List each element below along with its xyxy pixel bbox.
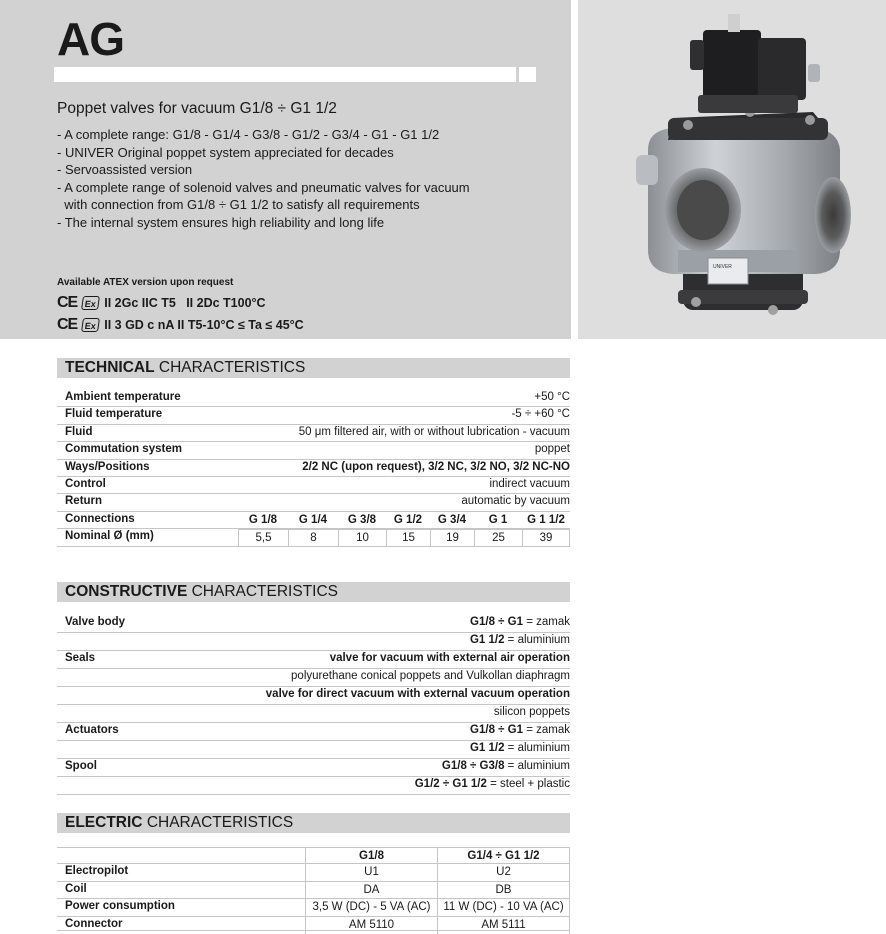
row-value-text: = zamak — [523, 616, 570, 628]
nominal-diameter: 5,5 — [238, 529, 288, 546]
row-value — [470, 634, 570, 646]
nominal-diameter: 25 — [474, 529, 522, 546]
table-row — [57, 407, 570, 424]
table-row — [57, 651, 570, 669]
row-value-text: = steel + plastic — [486, 778, 570, 790]
nominal-diameter: 8 — [288, 529, 338, 546]
row-label: Seals — [65, 652, 96, 664]
table-row — [57, 741, 570, 759]
row-value: AM 5111 — [437, 917, 570, 934]
table-row — [57, 899, 570, 916]
atex-note: Available ATEX version upon request — [57, 277, 234, 288]
column-header: G1/4 ÷ G1 1/2 — [437, 848, 570, 865]
table-row — [57, 460, 570, 477]
electric-heading-bold: ELECTRIC — [65, 814, 143, 831]
row-label: Fluid — [65, 425, 93, 438]
row-label: Connections — [65, 512, 135, 525]
row-label: Commutation system — [65, 443, 182, 456]
constructive-heading-rest: CHARACTERISTICS — [191, 583, 339, 600]
feature-item: - A complete range: G1/8 - G1/4 - G3/8 - G1/2 - G3/4 - G1 - G1 1/2 — [57, 127, 440, 142]
constructive-heading — [57, 582, 570, 602]
row-value — [442, 760, 570, 772]
row-value-bold: G1/8 ÷ G3/8 — [441, 760, 505, 772]
connections-row — [57, 512, 570, 529]
table-row — [57, 705, 570, 723]
table-row — [57, 759, 570, 777]
row-value-bold: G1 1/2 — [469, 742, 505, 754]
table-row — [57, 687, 570, 705]
row-label: Valve body — [65, 616, 126, 628]
product-code: AG — [57, 13, 124, 65]
row-value-bold: valve for vacuum with external air operation — [329, 652, 570, 664]
constructive-heading-bold: CONSTRUCTIVE — [65, 583, 188, 600]
ce-mark-icon: CE — [57, 316, 78, 333]
row-label: Actuators — [65, 724, 119, 736]
row-value: +50 °C — [534, 391, 570, 403]
table-row — [57, 442, 570, 459]
technical-heading-rest: CHARACTERISTICS — [158, 359, 306, 376]
row-value: poppet — [534, 443, 570, 456]
row-label: Fluid temperature — [65, 408, 163, 421]
connection-size: G 3/4 — [437, 513, 467, 526]
row-value — [494, 706, 570, 718]
connection-size: G 1 1/2 — [527, 513, 565, 526]
row-value: DB — [437, 882, 570, 899]
row-label: Coil — [65, 882, 87, 895]
technical-heading-bold: TECHNICAL — [65, 359, 155, 376]
technical-heading — [57, 358, 570, 378]
connection-size: G 1/4 — [298, 513, 328, 526]
product-photo — [578, 0, 886, 339]
row-value-bold: G1/2 ÷ G1 1/2 — [414, 778, 487, 790]
row-value-text: silicon poppets — [493, 706, 570, 718]
nominal-diameter: 10 — [338, 529, 386, 546]
row-label: Control — [65, 478, 106, 490]
row-value: DA — [305, 882, 437, 899]
table-row — [57, 615, 570, 633]
atex-marking-2 — [57, 316, 304, 334]
nominal-diameter: 19 — [430, 529, 474, 546]
ce-mark-icon: CE — [57, 294, 78, 311]
connection-size: G 3/8 — [347, 513, 377, 526]
row-value: U2 — [437, 864, 570, 881]
row-label: Connector — [65, 917, 123, 930]
feature-item: - A complete range of solenoid valves and pneumatic valves for vacuum — [57, 179, 470, 195]
row-label: Return — [65, 495, 103, 508]
row-value — [470, 724, 570, 736]
connection-size: G 1/2 — [393, 513, 423, 526]
product-subtitle: Poppet valves for vacuum G1/8 ÷ G1 1/2 — [57, 100, 337, 117]
row-label: Power consumption — [65, 900, 175, 913]
row-value — [470, 742, 570, 754]
column-header: G1/8 — [305, 848, 437, 865]
nominal-diameter: 39 — [522, 529, 570, 546]
row-value-text: = aluminium — [504, 742, 570, 754]
row-value: U1 — [305, 864, 437, 881]
table-row — [57, 917, 570, 931]
row-value-bold: G1 1/2 — [469, 634, 505, 646]
table-row — [57, 425, 570, 442]
feature-item: - UNIVER Original poppet system appreciated for decades — [57, 144, 394, 160]
row-value: 3,5 W (DC) - 5 VA (AC) — [305, 899, 437, 916]
header-panel — [0, 0, 571, 339]
feature-item: - Servoassisted version — [57, 162, 193, 178]
title-divider — [54, 67, 516, 82]
electric-heading — [57, 813, 570, 833]
row-value: automatic by vacuum — [461, 495, 570, 508]
table-row — [57, 494, 570, 511]
table-row — [57, 477, 570, 494]
row-value — [291, 670, 570, 682]
row-value — [330, 652, 570, 664]
table-row — [57, 390, 570, 407]
row-value: 2/2 NC (upon request), 3/2 NC, 3/2 NO, 3/2 NC-NO — [302, 460, 570, 473]
nominal-diameter: 15 — [386, 529, 430, 546]
row-label: Nominal Ø (mm) — [65, 530, 154, 543]
row-value — [470, 616, 570, 628]
nominal-row — [57, 529, 570, 546]
feature-list — [57, 126, 470, 232]
row-label: Ways/Positions — [65, 460, 150, 473]
row-value — [415, 778, 570, 790]
row-value-bold: G1/8 ÷ G1 — [470, 616, 524, 628]
ex-mark-icon: Ex — [81, 296, 100, 310]
row-value: AM 5110 — [305, 917, 437, 934]
valve-image — [578, 0, 886, 339]
row-value-text: polyurethane conical poppets and Vulkollan diaphragm — [291, 670, 570, 682]
row-value: -5 ÷ +60 °C — [511, 408, 570, 421]
table-row — [57, 864, 570, 881]
table-row — [57, 723, 570, 741]
electric-heading-rest: CHARACTERISTICS — [146, 814, 294, 831]
row-value-bold: valve for direct vacuum with external vacuum operation — [265, 688, 570, 700]
feature-item: - The internal system ensures high reliability and long life — [57, 214, 385, 230]
connection-size: G 1 — [488, 513, 508, 526]
ex-mark-icon: Ex — [81, 318, 100, 332]
title-divider-end — [519, 67, 536, 82]
row-label: Spool — [65, 760, 97, 772]
table-row — [57, 882, 570, 899]
atex-marking-text: II 2Gc IIC T5 II 2Dc T100°C — [104, 296, 266, 310]
row-value-text: = aluminium — [504, 634, 570, 646]
row-value: indirect vacuum — [489, 478, 570, 490]
row-value-text: = aluminium — [504, 760, 570, 772]
table-row — [57, 777, 570, 795]
photo-label: UNIVER — [713, 264, 732, 270]
electric-header-row — [57, 847, 570, 864]
table-row — [57, 633, 570, 651]
connection-size: G 1/8 — [248, 513, 278, 526]
atex-marking-1 — [57, 294, 266, 312]
table-row — [57, 669, 570, 687]
row-value-bold: G1/8 ÷ G1 — [470, 724, 524, 736]
row-label: Electropilot — [65, 865, 129, 878]
row-value — [266, 688, 570, 700]
atex-marking-text: II 3 GD c nA II T5-10°C ≤ Ta ≤ 45°C — [104, 318, 304, 332]
row-value: 50 μm filtered air, with or without lubrication - vacuum — [298, 425, 570, 438]
feature-item: with connection from G1/8 ÷ G1 1/2 to satisfy all requirements — [57, 197, 420, 213]
row-label: Ambient temperature — [65, 391, 181, 403]
row-value: 11 W (DC) - 10 VA (AC) — [437, 899, 570, 916]
row-value-text: = zamak — [523, 724, 570, 736]
